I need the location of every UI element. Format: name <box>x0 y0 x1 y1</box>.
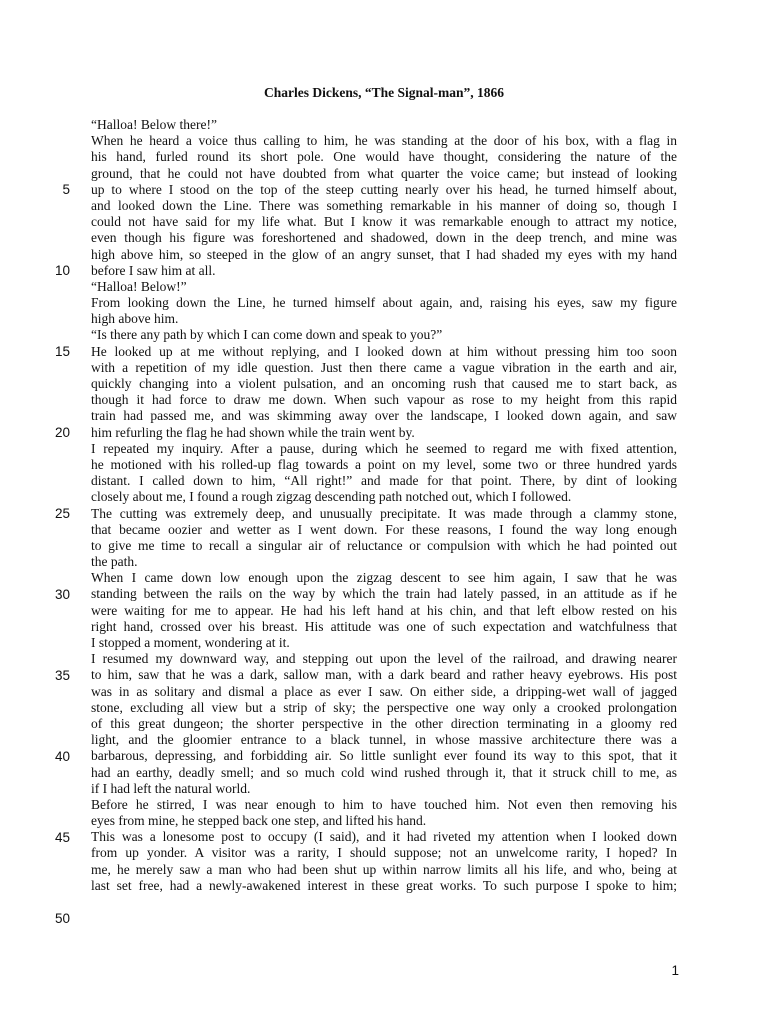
text-line: from up yonder. A visitor was a rarity, I should suppose; not an unwelcome rarity, I hoped? In <box>91 845 677 861</box>
text-line: high above him. <box>91 311 179 327</box>
text-line: to him, saw that he was a dark, sallow man, with a dark beard and rather heavy eyebrows. His post <box>91 667 677 683</box>
text-line: “Halloa! Below!” <box>91 278 187 294</box>
line-number: 35 <box>54 667 70 683</box>
text-line: the path. <box>91 554 138 570</box>
text-line: closely about me, I found a rough zigzag descending path notched out, which I followed. <box>91 489 572 505</box>
line-number: 10 <box>54 262 70 278</box>
text-line: right hand, crossed over his breast. His attitude was one of such expectation and watchfulness that <box>91 618 677 634</box>
line-number: 40 <box>54 748 70 764</box>
page-number: 1 <box>671 963 679 978</box>
text-line: train had passed me, and was skimming away over the landscape, I looked down again, and saw <box>91 408 677 424</box>
text-line: eyes from mine, he stepped back one step, and lifted his hand. <box>91 813 427 829</box>
line-number: 50 <box>54 910 70 926</box>
text-line: his hand, furled round its short pole. One would have thought, considering the nature of the <box>91 149 677 165</box>
text-line: I repeated my inquiry. After a pause, during which he seemed to regard me with fixed attention, <box>91 440 677 456</box>
line-number: 25 <box>54 505 70 521</box>
line-number: 5 <box>62 181 70 197</box>
text-line: him refurling the flag he had shown while the train went by. <box>91 424 415 440</box>
text-line: up to where I stood on the top of the steep cutting nearly over his head, he turned himself about, <box>91 181 677 197</box>
text-line: From looking down the Line, he turned himself about again, and, raising his eyes, saw my figure <box>91 295 677 311</box>
text-line: I stopped a moment, wondering at it. <box>91 635 290 650</box>
text-line: standing between the rails on the way by which the train had lately passed, in an attitude as if he <box>91 586 677 602</box>
text-line: to give me time to recall a singular air of reluctance or compulsion with which he had pointed out <box>91 537 677 553</box>
text-line: though it had force to draw me down. When such vapour as rose to my height from this rapid <box>91 392 677 408</box>
text-line: and looked down the Line. There was something remarkable in his manner of doing so, though I <box>91 197 677 213</box>
text-line: could not have said for my life what. But I know it was remarkable enough to attract my notice, <box>91 214 677 230</box>
line-number: 45 <box>54 829 70 845</box>
text-line: I resumed my downward way, and stepping out upon the level of the railroad, and drawing nearer <box>91 651 677 667</box>
document-title: Charles Dickens, “The Signal-man”, 1866 <box>263 85 505 100</box>
text-line: me, he merely saw a man who had been shut up within narrow limits all his life, and who, being at <box>91 861 677 877</box>
text-line: even though his figure was foreshortened and shadowed, down in the deep trench, and mine was <box>91 230 677 246</box>
line-number: 15 <box>54 343 70 359</box>
text-line: quickly changing into a violent pulsation, and an oncoming rush that caused me to start back, as <box>91 376 677 391</box>
text-line: ground, that he could not have doubted from what quarter the voice came; but instead of looking <box>91 165 677 181</box>
text-line: had an earthy, deadly smell; and so much cold wind rushed through it, that it struck chill to me, as <box>91 764 677 780</box>
text-line: light, and the gloomier entrance to a black tunnel, in whose massive architecture there was a <box>91 732 677 748</box>
text-line: last set free, had a newly-awakened interest in these great works. To such purpose I spoke to him; <box>91 877 677 893</box>
text-line: “Halloa! Below there!” <box>91 117 217 132</box>
text-line: he motioned with his rolled-up flag towards a point on my level, some two or three hundred yards <box>91 456 677 472</box>
text-line: stone, excluding all view but a strip of sky; the perspective one way only a crooked prolongation <box>91 699 677 715</box>
text-line: When he heard a voice thus calling to him, he was standing at the door of his box, with a flag in <box>91 133 677 149</box>
text-line: with a repetition of my idle question. Just then there came a vague vibration in the earth and air, <box>91 359 677 375</box>
line-number: 20 <box>54 424 70 440</box>
text-line: of this great dungeon; the shorter perspective in the other direction terminating in a gloomy red <box>91 715 677 731</box>
text-line: high above him, so steeped in the glow of an angry sunset, that I had shaded my eyes with my hand <box>91 246 677 262</box>
text-line: When I came down low enough upon the zigzag descent to see him again, I saw that he was <box>91 570 677 586</box>
text-line: were waiting for me to appear. He had his left hand at his chin, and that left elbow rested on his <box>91 602 677 618</box>
text-line: “Is there any path by which I can come down and speak to you?” <box>91 327 443 343</box>
line-number: 30 <box>54 586 70 602</box>
text-line: Before he stirred, I was near enough to him to have touched him. Not even then removing his <box>91 796 677 812</box>
text-line: barbarous, depressing, and forbidding air. So little sunlight ever found its way to this spot, that it <box>91 748 677 764</box>
text-line: was in as solitary and dismal a place as ever I saw. On either side, a dripping-wet wall of jagged <box>91 683 677 699</box>
document-body <box>91 117 677 894</box>
text-line: The cutting was extremely deep, and unusually precipitate. It was made through a clammy stone, <box>91 505 677 521</box>
text-line: He looked up at me without replying, and I looked down at him without pressing him too soon <box>91 343 677 359</box>
text-line: This was a lonesome post to occupy (I said), and it had riveted my attention when I looked down <box>91 829 677 845</box>
text-line: that became oozier and wetter as I went down. For these reasons, I found the way long enough <box>91 521 677 537</box>
text-line: distant. I called down to him, “All right!” and made for that point. There, by dint of looking <box>91 473 677 489</box>
text-line: before I saw him at all. <box>91 262 216 278</box>
text-line: if I had left the natural world. <box>91 780 251 796</box>
